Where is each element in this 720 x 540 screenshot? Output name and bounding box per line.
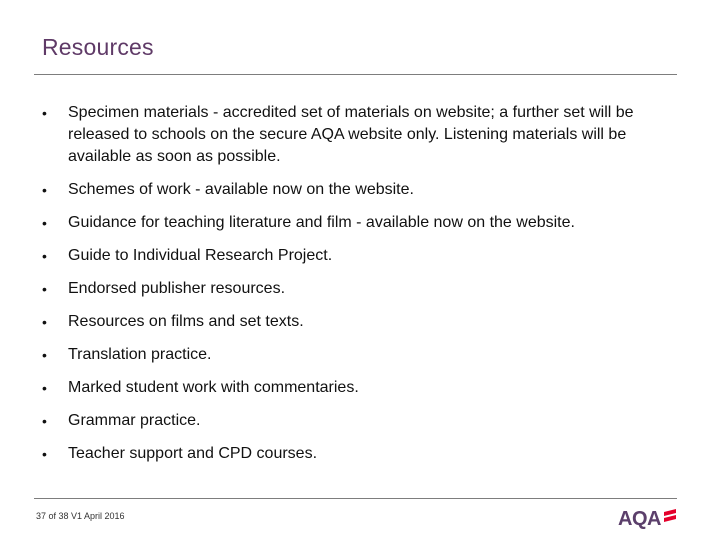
bullet-icon: • (42, 314, 47, 330)
list-item (36, 410, 666, 432)
bullet-icon: • (42, 446, 47, 462)
bullet-icon: • (42, 105, 47, 121)
logo-text: AQA (618, 508, 661, 530)
page-title: Resources (42, 34, 154, 60)
bullet-icon: • (42, 248, 47, 264)
list-item-text: Schemes of work - available now on the website. (68, 181, 414, 198)
resources-list (36, 102, 666, 476)
slide-footer-info: 37 of 38 V1 April 2016 (36, 511, 125, 521)
list-item-text: Marked student work with commentaries. (68, 379, 359, 396)
list-item-text: Grammar practice. (68, 412, 201, 429)
list-item (36, 278, 666, 300)
list-item (36, 443, 666, 465)
list-item-text: Guidance for teaching literature and film - available now on the website. (68, 214, 575, 231)
bullet-icon: • (42, 347, 47, 363)
list-item-text: Specimen materials - accredited set of materials on website; a further set will be released to schools on the secure AQA website only. Listening materials will be available as soon as possible. (68, 104, 634, 165)
list-item-text: Teacher support and CPD courses. (68, 445, 318, 462)
footer-divider (34, 498, 677, 499)
list-item (36, 344, 666, 366)
list-item-text: Endorsed publisher resources. (68, 280, 286, 297)
list-item-text: Resources on films and set texts. (68, 313, 304, 330)
bullet-icon: • (42, 380, 47, 396)
list-item (36, 311, 666, 333)
list-item-text: Translation practice. (68, 346, 212, 363)
list-item-text: Guide to Individual Research Project. (68, 247, 333, 264)
list-item (36, 245, 666, 267)
list-item (36, 102, 666, 168)
aqa-swoosh-icon (662, 508, 678, 528)
aqa-logo (618, 506, 680, 532)
list-item (36, 179, 666, 201)
bullet-icon: • (42, 413, 47, 429)
bullet-icon: • (42, 215, 47, 231)
bullet-icon: • (42, 281, 47, 297)
title-divider (34, 74, 677, 75)
bullet-icon: • (42, 182, 47, 198)
list-item (36, 212, 666, 234)
list-item (36, 377, 666, 399)
